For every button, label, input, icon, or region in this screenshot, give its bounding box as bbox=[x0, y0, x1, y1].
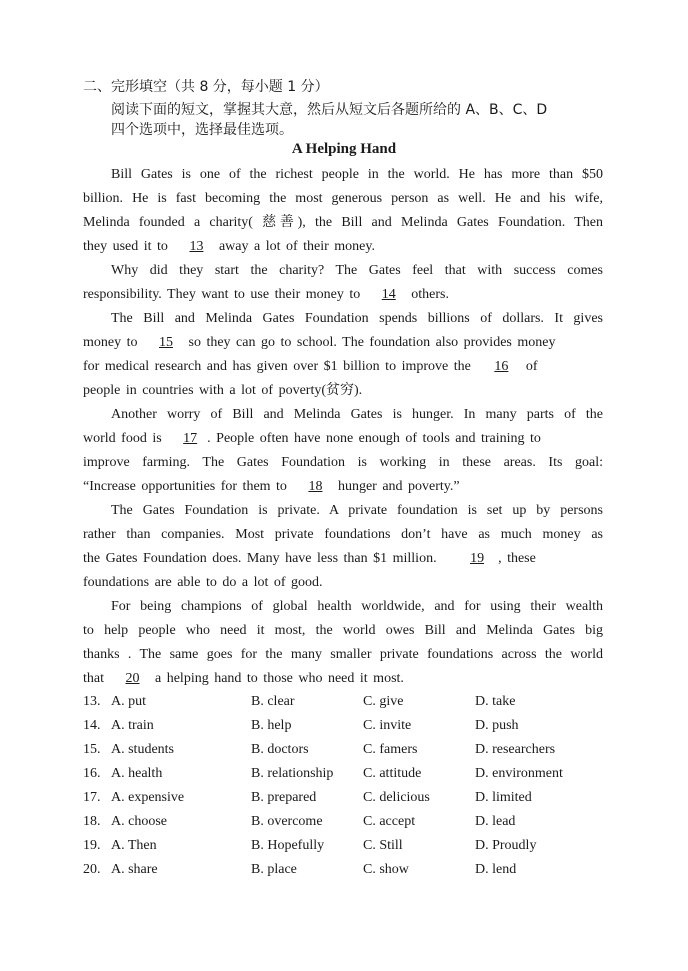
option-d: D. push bbox=[475, 718, 519, 733]
passage-line: Another worry of Bill and Melinda Gates is hunger. In many parts of the bbox=[111, 407, 603, 422]
option-row bbox=[83, 814, 603, 832]
question-number: 20. bbox=[83, 862, 101, 877]
passage-line: Bill Gates is one of the richest people in the world. He has more than $50 bbox=[111, 167, 603, 182]
passage-text: responsibility. They want to use their money to bbox=[83, 287, 361, 302]
passage-line: foundations are able to do a lot of good. bbox=[83, 575, 323, 590]
option-c: C. Still bbox=[363, 838, 403, 853]
passage-text: world food is bbox=[83, 431, 162, 446]
passage-line: The Bill and Melinda Gates Foundation spends billions of dollars. It gives bbox=[111, 311, 603, 326]
option-a: A. students bbox=[111, 742, 174, 757]
option-a: A. Then bbox=[111, 838, 157, 853]
blank-18: 18 bbox=[308, 479, 323, 494]
question-number: 16. bbox=[83, 766, 101, 781]
passage-line: The Gates Foundation is private. A private foundation is set up by persons bbox=[111, 503, 603, 518]
option-d: D. lend bbox=[475, 862, 517, 877]
passage-text: “Increase opportunities for them to bbox=[83, 479, 287, 494]
passage-text: a helping hand to those who need it most. bbox=[155, 671, 404, 686]
passage-line: thanks . The same goes for the many smaller private foundations across the world bbox=[83, 647, 603, 662]
option-d: D. environment bbox=[475, 766, 563, 781]
blank-17: 17 bbox=[183, 431, 198, 446]
passage-text: that bbox=[83, 671, 104, 686]
option-b: B. place bbox=[251, 862, 297, 877]
passage-line: improve farming. The Gates Foundation is working in these areas. Its goal: bbox=[83, 455, 603, 470]
passage-line: For being champions of global health worldwide, and for using their wealth bbox=[111, 599, 603, 614]
option-row bbox=[83, 838, 603, 856]
question-number: 19. bbox=[83, 838, 101, 853]
passage-text: for medical research and has given over $1 billion to improve the bbox=[83, 359, 471, 374]
passage-line bbox=[83, 358, 603, 376]
blank-19: 19 bbox=[470, 551, 485, 566]
option-row bbox=[83, 766, 603, 784]
question-number: 18. bbox=[83, 814, 101, 829]
passage-text: they used it to bbox=[83, 239, 168, 254]
passage-line bbox=[83, 334, 603, 352]
passage-line bbox=[83, 238, 603, 256]
option-c: C. famers bbox=[363, 742, 418, 757]
passage-title: A Helping Hand bbox=[291, 141, 397, 157]
blank-13: 13 bbox=[189, 239, 204, 254]
passage-line: people in countries with a lot of poverty(贫穷). bbox=[83, 383, 363, 398]
option-c: C. show bbox=[363, 862, 409, 877]
option-a: A. expensive bbox=[111, 790, 185, 805]
option-row bbox=[83, 742, 603, 760]
option-a: A. health bbox=[111, 766, 163, 781]
passage-line: rather than companies. Most private foundations don’t have as much money as bbox=[83, 527, 603, 542]
question-number: 15. bbox=[83, 742, 101, 757]
passage-line: billion. He is fast becoming the most generous person as well. He and his wife, bbox=[83, 191, 603, 206]
blank-15: 15 bbox=[159, 335, 173, 350]
option-d: D. Proudly bbox=[475, 838, 537, 853]
option-row bbox=[83, 694, 603, 712]
option-row bbox=[83, 718, 603, 736]
option-b: B. overcome bbox=[251, 814, 323, 829]
option-a: A. put bbox=[111, 694, 146, 709]
option-b: B. help bbox=[251, 718, 292, 733]
instruction-line-1: 阅读下面的短文，掌握其大意，然后从短文后各题所给的 A、B、C、D bbox=[111, 102, 548, 118]
passage-line bbox=[83, 478, 603, 496]
blank-16: 16 bbox=[494, 359, 509, 374]
option-c: C. give bbox=[363, 694, 404, 709]
option-row bbox=[83, 790, 603, 808]
option-d: D. lead bbox=[475, 814, 516, 829]
option-b: B. doctors bbox=[251, 742, 309, 757]
option-a: A. train bbox=[111, 718, 154, 733]
option-b: B. prepared bbox=[251, 790, 317, 805]
option-b: B. relationship bbox=[251, 766, 334, 781]
option-a: A. choose bbox=[111, 814, 167, 829]
passage-text: money to bbox=[83, 335, 138, 350]
section-heading: 二、完形填空（共 8 分，每小题 1 分） bbox=[83, 79, 329, 95]
option-c: C. attitude bbox=[363, 766, 422, 781]
passage-text: others. bbox=[411, 287, 449, 302]
option-b: B. clear bbox=[251, 694, 295, 709]
option-b: B. Hopefully bbox=[251, 838, 325, 853]
passage-line: to help people who need it most, the world owes Bill and Melinda Gates big bbox=[83, 623, 603, 638]
option-d: D. limited bbox=[475, 790, 532, 805]
passage-text: . People often have none enough of tools and training to bbox=[207, 431, 541, 446]
passage-line bbox=[83, 550, 603, 568]
blank-20: 20 bbox=[125, 671, 140, 686]
passage-text: , these bbox=[498, 551, 536, 566]
passage-text: of bbox=[525, 359, 538, 374]
blank-14: 14 bbox=[381, 287, 396, 302]
option-d: D. researchers bbox=[475, 742, 556, 757]
passage-line bbox=[83, 430, 603, 448]
option-c: C. delicious bbox=[363, 790, 430, 805]
passage-line bbox=[83, 670, 603, 688]
option-row bbox=[83, 862, 603, 880]
option-a: A. share bbox=[111, 862, 158, 877]
option-d: D. take bbox=[475, 694, 516, 709]
option-c: C. invite bbox=[363, 718, 412, 733]
passage-text: so they can go to school. The foundation also provides money bbox=[188, 335, 556, 350]
question-number: 14. bbox=[83, 718, 101, 733]
instruction-line-2: 四个选项中，选择最佳选项。 bbox=[111, 122, 293, 138]
question-number: 17. bbox=[83, 790, 101, 805]
passage-text: the Gates Foundation does. Many have less than $1 million. bbox=[83, 551, 437, 566]
passage-line bbox=[83, 286, 603, 304]
passage-text: hunger and poverty.” bbox=[337, 479, 460, 494]
option-c: C. accept bbox=[363, 814, 416, 829]
passage-line: Melinda founded a charity( 慈善), the Bill and Melinda Gates Foundation. Then bbox=[83, 215, 603, 230]
question-number: 13. bbox=[83, 694, 101, 709]
passage-text: away a lot of their money. bbox=[218, 239, 375, 254]
passage-line: Why did they start the charity? The Gates feel that with success comes bbox=[111, 263, 603, 278]
